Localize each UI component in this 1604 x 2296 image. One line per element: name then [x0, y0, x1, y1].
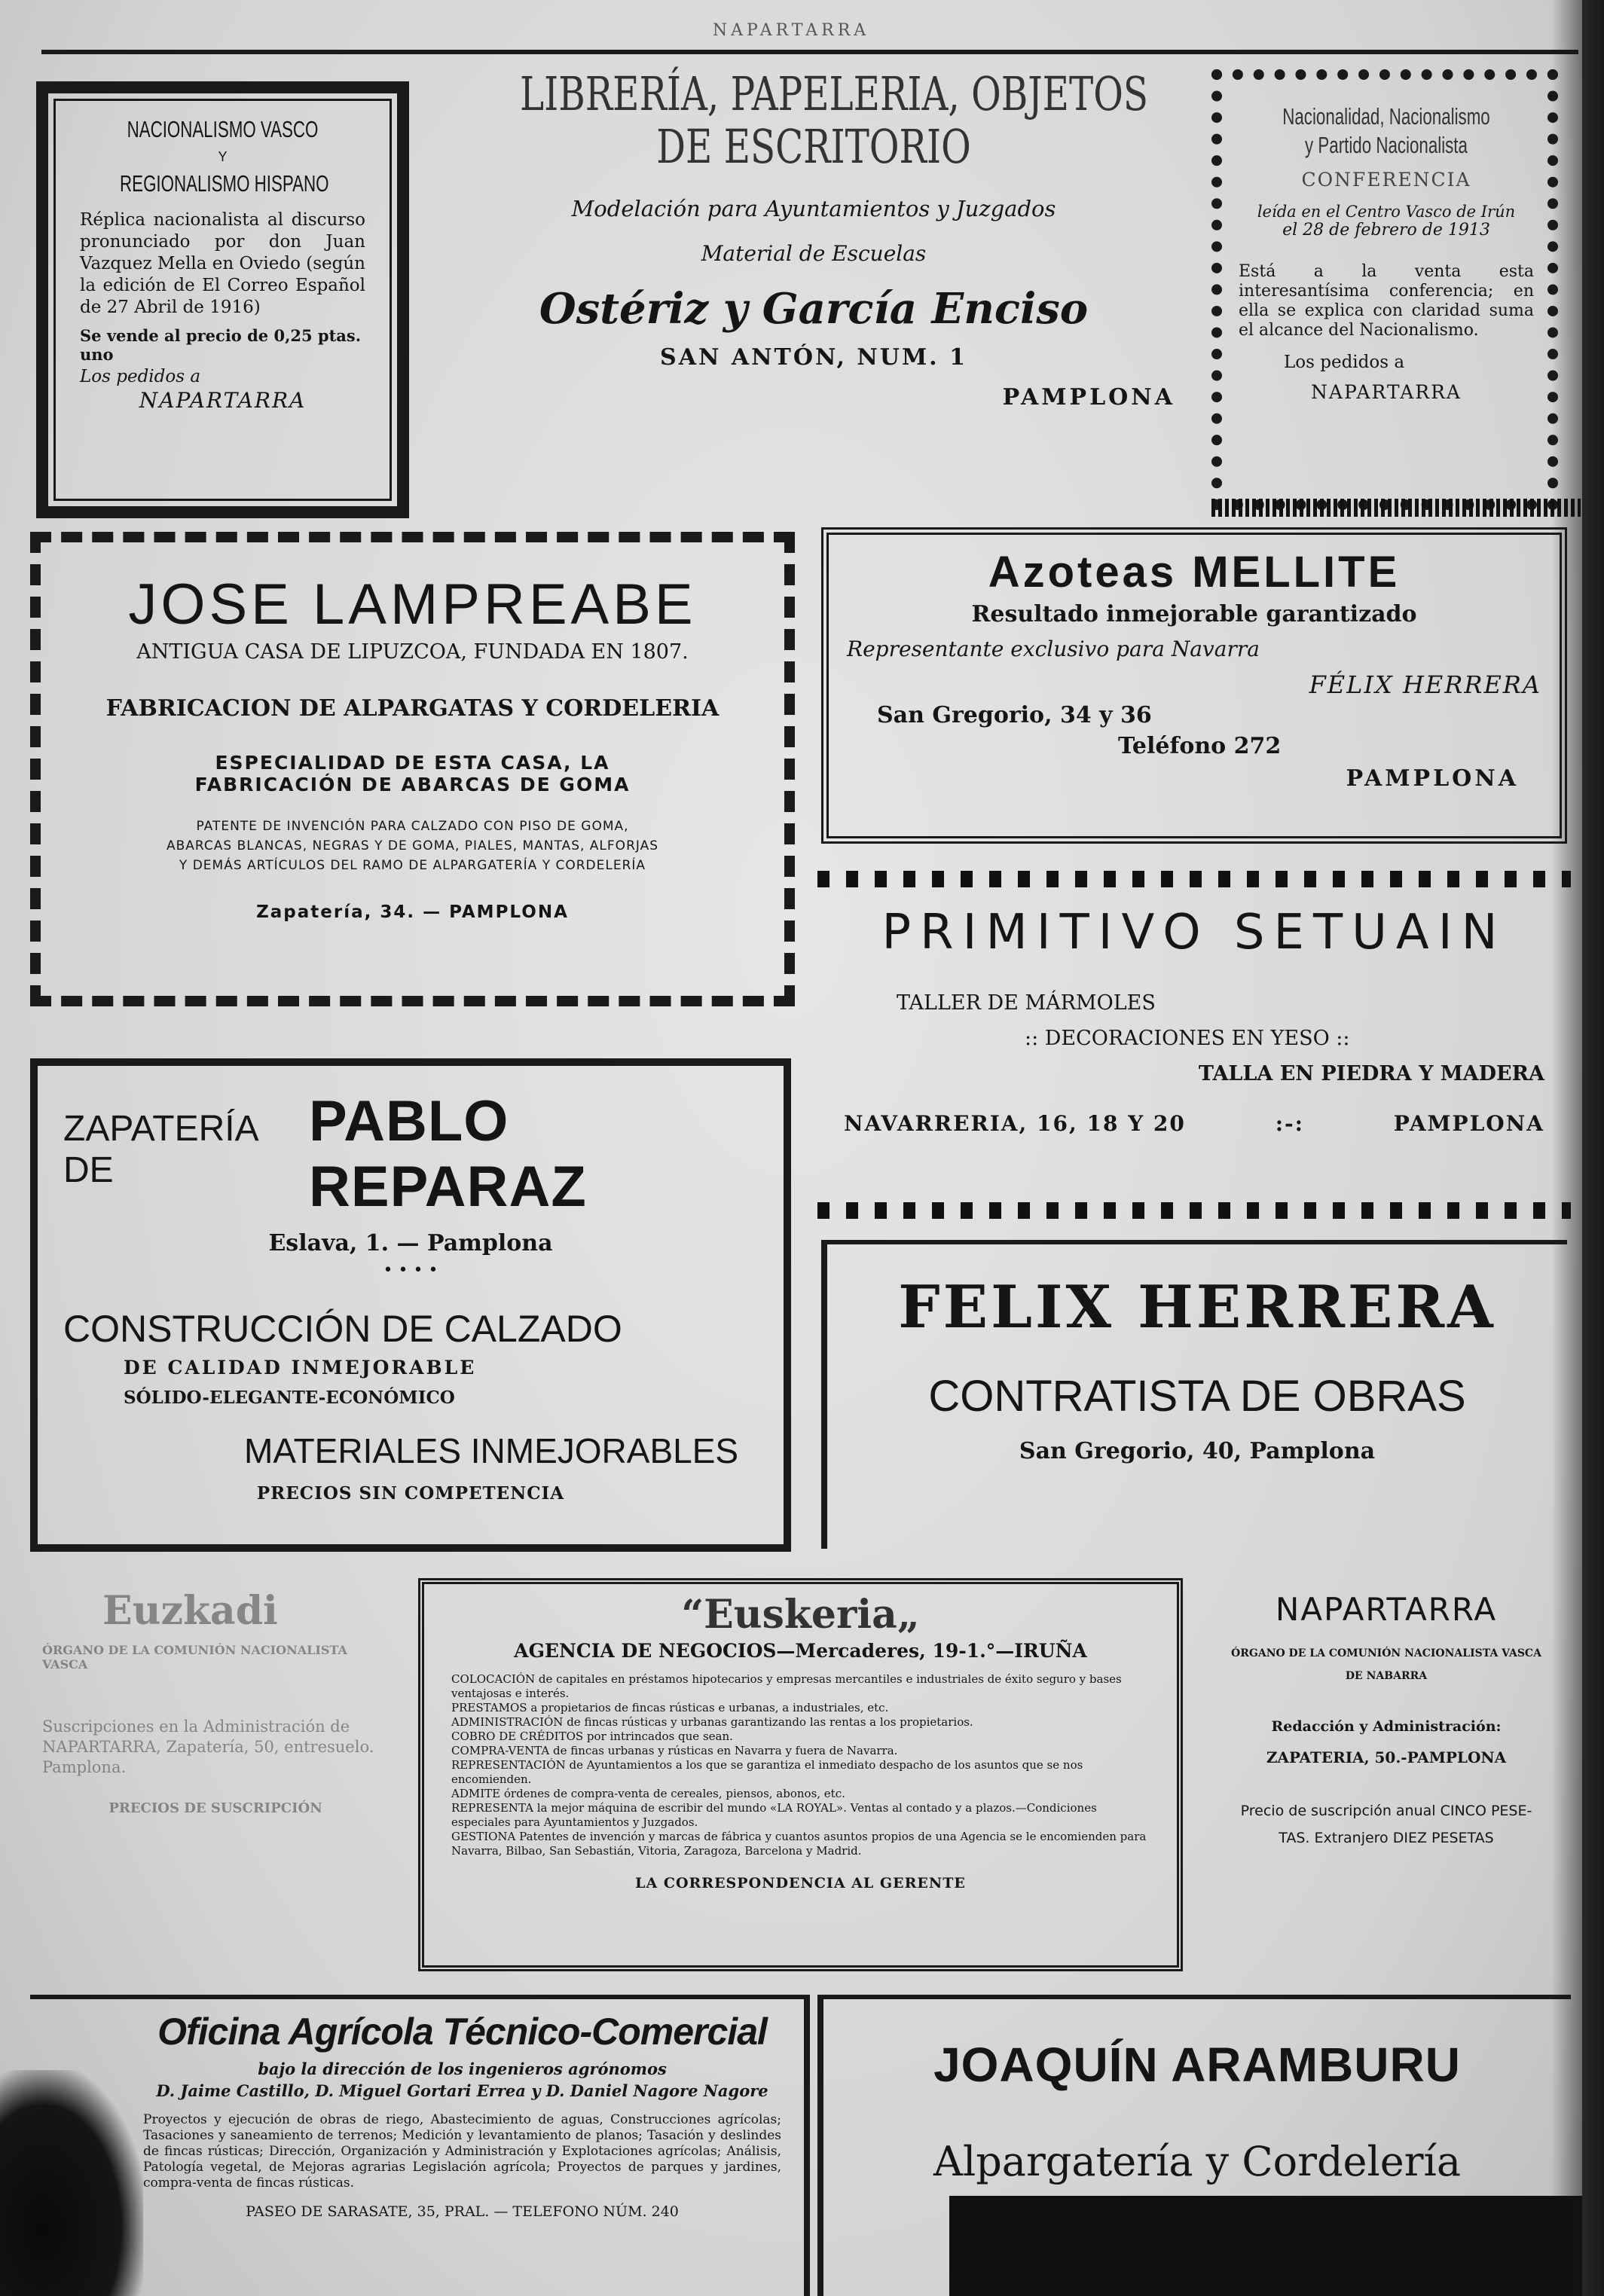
lampreabe-special2: FABRICACIÓN DE ABARCAS DE GOMA	[194, 774, 631, 795]
napartarra-organ1: ÓRGANO DE LA COMUNIÓN NACIONALISTA VASCA	[1231, 1647, 1541, 1659]
setuain-top-border	[817, 871, 1571, 887]
libreria-line1: Modelación para Ayuntamientos y Juzgados	[571, 196, 1056, 221]
napartarra-price1: Precio de suscripción anual CINCO PESE-	[1240, 1803, 1532, 1819]
conferencia-orders: Los pedidos a	[1284, 353, 1405, 372]
ad-euzkadi	[35, 1580, 396, 1957]
ad-napartarra	[1205, 1580, 1567, 1972]
herrera-address: San Gregorio, 40, Pamplona	[1019, 1438, 1376, 1464]
azoteas-city: PAMPLONA	[1346, 765, 1519, 792]
euskeria-item: ADMINISTRACIÓN de fincas rústicas y urbanas garantizando las rentas a los propietarios.	[451, 1715, 973, 1729]
euskeria-body	[451, 1672, 1150, 1858]
euskeria-item: COMPRA-VENTA de fincas urbanas y rústicas en Navarra y fuera de Navarra.	[451, 1744, 898, 1757]
ad-nacionalismo-vasco	[36, 81, 409, 518]
setuain-bottom-border	[817, 1202, 1571, 1219]
reparaz-prefix: ZAPATERÍA DE	[63, 1109, 257, 1190]
oficina-footer: PASEO DE SARASATE, 35, PRAL. — TELEFONO NÚM. 240	[246, 2203, 679, 2220]
conferencia-subtitle: CONFERENCIA	[1301, 169, 1471, 191]
euskeria-footer: LA CORRESPONDENCIA AL GERENTE	[635, 1875, 966, 1891]
conferencia-body: Está a la venta esta interesantísima conferencia; en ella se explica con claridad suma el alcance del Nacionalismo.	[1239, 262, 1534, 340]
azoteas-line1: Resultado inmejorable garantizado	[971, 601, 1417, 627]
lampreabe-since: ANTIGUA CASA DE LIPUZCOA, FUNDADA EN 1807.	[136, 640, 689, 664]
nacionalismo-body: Réplica nacionalista al discurso pronunciado por don Juan Vazquez Mella en Oviedo (según la edición de El Correo Español de 27 Abril de 1916)	[80, 210, 365, 317]
reparaz-line1: CONSTRUCCIÓN DE CALZADO	[63, 1308, 622, 1350]
reparaz-line3: SÓLIDO-ELEGANTE-ECONÓMICO	[124, 1388, 455, 1408]
herrera-role: CONTRATISTA DE OBRAS	[928, 1372, 1466, 1421]
euzkadi-line2: Suscripciones en la Administración de NAPARTARRA, Zapatería, 50, entresuelo. Pamplona.	[42, 1717, 374, 1776]
aramburu-name: JOAQUÍN ARAMBURU	[933, 2038, 1461, 2092]
azoteas-phone: Teléfono 272	[1118, 733, 1282, 759]
euskeria-item: COBRO DE CRÉDITOS por intrincados que sean.	[451, 1730, 733, 1743]
ad-oficina-agricola	[30, 1995, 810, 2296]
euskeria-item: ADMITE órdenes de compra-venta de cereales, piensos, abonos, etc.	[451, 1787, 845, 1800]
libreria-title1: LIBRERÍA, PAPELERIA, OBJETOS	[520, 66, 1149, 121]
setuain-sep: :-:	[1275, 1111, 1304, 1136]
conferencia-note2: el 28 de febrero de 1913	[1282, 221, 1490, 240]
libreria-city: PAMPLONA	[1002, 384, 1175, 411]
napartarra-admin-address: ZAPATERIA, 50.-PAMPLONA	[1266, 1748, 1507, 1766]
nacionalismo-title-y: Y	[218, 149, 228, 164]
aramburu-line1: Alpargatería y Cordelería	[933, 2138, 1462, 2185]
header-rule	[41, 50, 1578, 54]
oficina-line1: bajo la dirección de los ingenieros agrónomos	[258, 2059, 667, 2078]
setuain-address: NAVARRERIA, 16, 18 Y 20	[844, 1111, 1186, 1136]
napartarra-title: NAPARTARRA	[1275, 1591, 1498, 1628]
ad-lampreabe	[30, 532, 795, 1006]
euskeria-item: GESTIONA Patentes de invención y marcas de fábrica y cuantos asuntos propios de una Agencia se le encomienden para Navarra, Bilbao, San Sebastián, Vitoria, Zaragoza, Barcelona y Madrid.	[451, 1830, 1147, 1858]
euskeria-title: “Euskeria„	[681, 1592, 920, 1638]
lampreabe-address: Zapatería, 34. — PAMPLONA	[256, 902, 569, 922]
napartarra-admin-label: Redacción y Administración:	[1271, 1718, 1502, 1735]
conferencia-title2: y Partido Nacionalista	[1305, 132, 1468, 158]
conferencia-to: NAPARTARRA	[1311, 381, 1462, 403]
euskeria-item: REPRESENTA la mejor máquina de escribir del mundo «LA ROYAL». Ventas al contado y a plazos.—Condiciones especiales para Ayuntamientos y Juzgados.	[451, 1801, 1097, 1829]
azoteas-title: Azoteas MELLITE	[988, 548, 1401, 597]
oficina-body: Proyectos y ejecución de obras de riego, Abastecimiento de aguas, Construcciones agrícolas; Tasaciones y saneamiento de terrenos; Medición y levantamiento de planos; Tasación y deslindes de fincas rústicas; Dirección, Organización y Administración y Explotaciones agrícolas; Análisis, Patología vegetal, de Mejoras agrarias Legislación agrícola; Proyectos de parques y jardines, compra-venta de fincas rústicas.	[143, 2112, 781, 2191]
header-title: NAPARTARRA	[712, 21, 870, 40]
napartarra-price2: TAS. Extranjero DIEZ PESETAS	[1279, 1830, 1494, 1846]
photo-edge-shadow	[1551, 0, 1604, 2296]
nacionalismo-to: NAPARTARRA	[139, 388, 307, 413]
lampreabe-small3: Y DEMÁS ARTÍCULOS DEL RAMO DE ALPARGATERÍA Y CORDELERÍA	[179, 858, 646, 873]
setuain-city: PAMPLONA	[1393, 1111, 1544, 1136]
ad-libreria	[437, 68, 1190, 512]
ad-azoteas-mellite	[821, 527, 1567, 844]
ad-conferencia	[1211, 69, 1558, 510]
euzkadi-title: Euzkadi	[102, 1588, 278, 1634]
lampreabe-special1: ESPECIALIDAD DE ESTA CASA, LA	[215, 752, 610, 774]
setuain-name: PRIMITIVO SETUAIN	[881, 905, 1507, 960]
azoteas-address: San Gregorio, 34 y 36	[877, 702, 1152, 728]
oficina-line2: D. Jaime Castillo, D. Miguel Gortari Errea y D. Daniel Nagore Nagore	[156, 2081, 768, 2100]
oficina-title: Oficina Agrícola Técnico-Comercial	[157, 2011, 767, 2053]
setuain-line1: TALLER DE MÁRMOLES	[897, 991, 1156, 1015]
lampreabe-name: JOSE LAMPREABE	[128, 572, 697, 637]
nacionalismo-price: Se vende al precio de 0,25 ptas. uno	[80, 326, 362, 364]
ad-felix-herrera	[821, 1240, 1567, 1549]
euskeria-item: COLOCACIÓN de capitales en préstamos hipotecarios y empresas mercantiles e industriales de éxito seguro y bases ventajosas e interés.	[451, 1672, 1122, 1700]
euskeria-item: PRESTAMOS a propietarios de fincas rústicas e urbanas, a industriales, etc.	[451, 1701, 889, 1714]
euskeria-item: REPRESENTACIÓN de Ayuntamientos a los que se garantiza el inmediato despacho de los asuntos que se nos encomienden.	[451, 1758, 1083, 1786]
conferencia-title1: Nacionalidad, Nacionalismo	[1282, 103, 1490, 130]
ad-euskeria	[418, 1578, 1183, 1971]
page-header	[0, 21, 1582, 40]
setuain-line3: TALLA EN PIEDRA Y MADERA	[1198, 1062, 1544, 1085]
libreria-line2: Material de Escuelas	[701, 241, 927, 266]
conferencia-bottom-rule	[1211, 499, 1581, 517]
lampreabe-small1: PATENTE DE INVENCIÓN PARA CALZADO CON PISO DE GOMA,	[196, 819, 629, 834]
reparaz-name: PABLO REPARAZ	[309, 1089, 587, 1219]
libreria-address: SAN ANTÓN, NUM. 1	[660, 344, 967, 371]
lampreabe-line1: FABRICACION DE ALPARGATAS Y CORDELERIA	[105, 695, 720, 722]
conferencia-note1: leída en el Centro Vasco de Irún	[1257, 203, 1516, 221]
setuain-line2: :: DECORACIONES EN YESO ::	[1025, 1027, 1350, 1050]
reparaz-ornament: • • • •	[383, 1261, 438, 1280]
nacionalismo-title1: NACIONALISMO VASCO	[127, 116, 319, 142]
azoteas-line2: Representante exclusivo para Navarra	[847, 637, 1260, 661]
libreria-title2: DE ESCRITORIO	[656, 119, 971, 174]
ad-reparaz	[30, 1058, 791, 1552]
photo-shadow-bottom-right	[949, 2196, 1582, 2296]
euzkadi-line3: PRECIOS DE SUSCRIPCIÓN	[108, 1800, 322, 1816]
reparaz-line4: MATERIALES INMEJORABLES	[244, 1431, 739, 1470]
libreria-name: Ostériz y García Enciso	[539, 284, 1089, 334]
reparaz-line2: DE CALIDAD INMEJORABLE	[124, 1357, 477, 1379]
nacionalismo-orders: Los pedidos a	[80, 367, 201, 386]
reparaz-address: Eslava, 1. — Pamplona	[268, 1230, 553, 1256]
lampreabe-small2: ABARCAS BLANCAS, NEGRAS Y DE GOMA, PIALES, MANTAS, ALFORJAS	[166, 838, 659, 853]
napartarra-organ2: DE NABARRA	[1345, 1670, 1428, 1682]
ad-setuain	[821, 896, 1567, 1198]
nacionalismo-title2: REGIONALISMO HISPANO	[120, 170, 329, 197]
herrera-name: FELIX HERRERA	[898, 1273, 1496, 1342]
photo-shadow-bottom-left	[0, 2070, 143, 2296]
azoteas-name: FÉLIX HERRERA	[1309, 670, 1541, 699]
reparaz-line5: PRECIOS SIN COMPETENCIA	[256, 1483, 565, 1504]
euzkadi-line1: ÓRGANO DE LA COMUNIÓN NACIONALISTA VASCA	[42, 1643, 347, 1672]
euskeria-subtitle: AGENCIA DE NEGOCIOS—Mercaderes, 19-1.°—IRUÑA	[514, 1640, 1087, 1662]
